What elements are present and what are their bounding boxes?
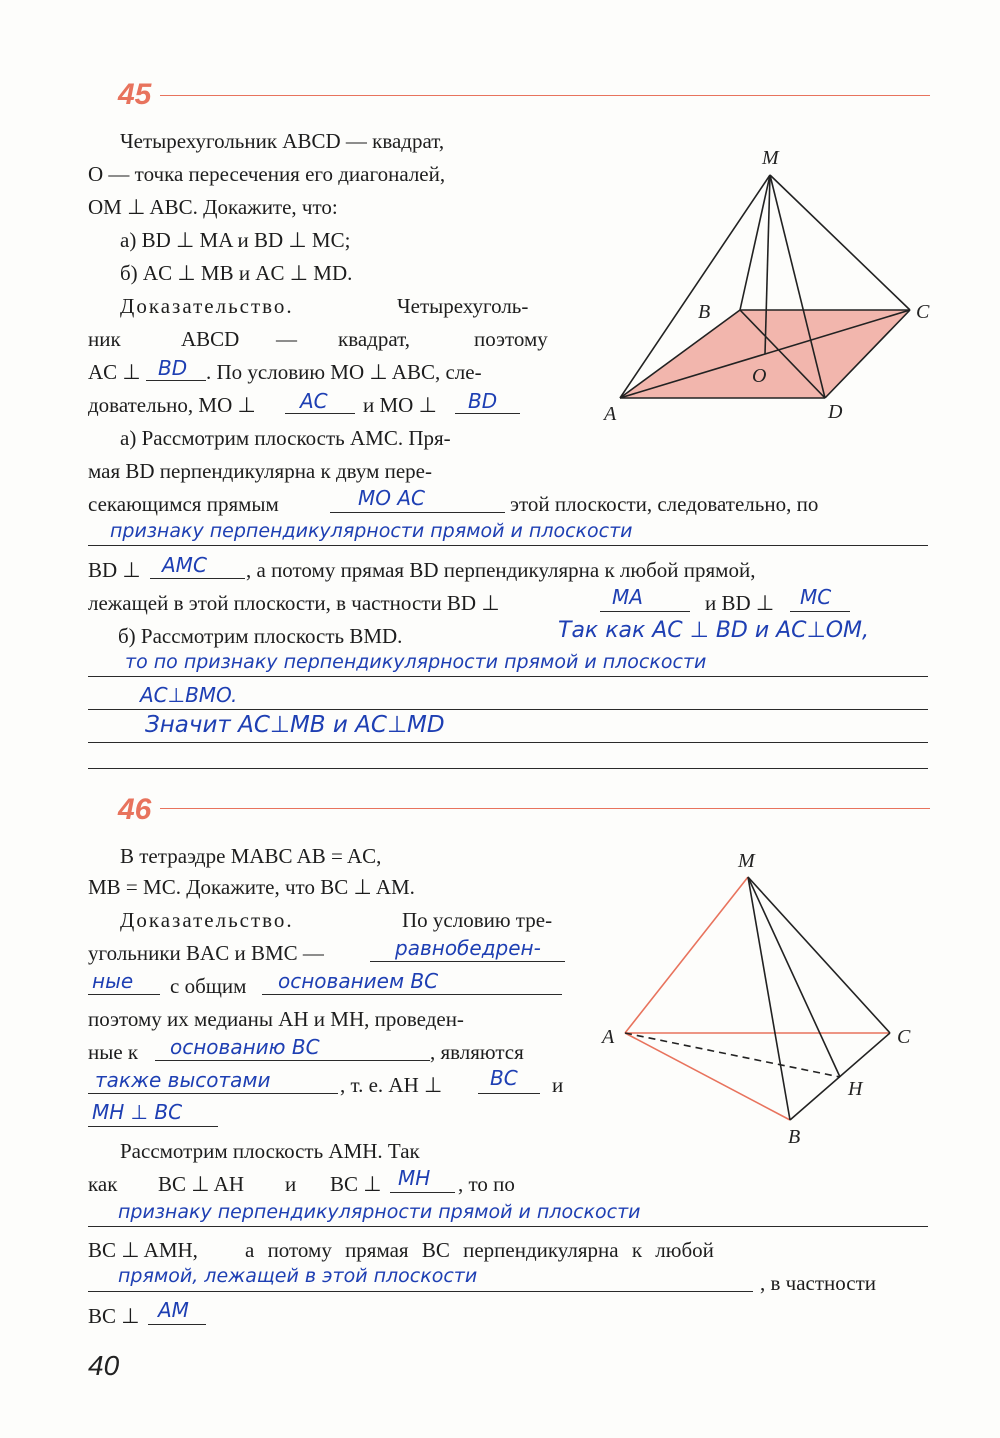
label-h: H [848, 1078, 863, 1100]
p46-statement-2: MB = MC. Докажите, что BC ⊥ AM. [88, 875, 415, 899]
answer-blank[interactable] [88, 676, 928, 677]
p46-text: Рассмотрим плоскость AMH. Так [120, 1139, 420, 1163]
answer-blank[interactable] [150, 578, 245, 579]
handwritten-answer: признаку перпендикулярности прямой и плоскости [110, 520, 633, 542]
p45-text: , а потому прямая BD перпендикулярна к любой прямой, [246, 558, 756, 582]
answer-blank[interactable] [146, 380, 206, 381]
answer-blank[interactable] [600, 611, 690, 612]
p46-text: и [285, 1172, 297, 1196]
label-a: A [604, 403, 617, 425]
answer-blank[interactable] [88, 1126, 218, 1127]
label-b: B [788, 1126, 801, 1145]
p45-text: квадрат, [338, 327, 410, 351]
answer-blank[interactable] [88, 994, 160, 995]
p45-text: мая BD перпендикулярна к двум пере- [88, 459, 432, 483]
answer-blank[interactable] [88, 742, 928, 743]
handwritten-answer: Значит AC⊥MB и AC⊥MD [145, 712, 445, 738]
answer-blank[interactable] [88, 1093, 338, 1094]
handwritten-answer: AC [300, 389, 328, 413]
handwritten-answer: BD [158, 356, 188, 380]
label-m: M [762, 147, 779, 169]
handwritten-answer: MH [398, 1166, 431, 1190]
edge-mc [748, 877, 890, 1033]
answer-blank[interactable] [390, 1192, 455, 1193]
p45-statement-1: Четырехугольник ABCD — квадрат, [120, 129, 445, 153]
p45-statement-4: а) BD ⊥ MA и BD ⊥ MC; [120, 228, 351, 252]
edge-ma [625, 877, 748, 1033]
handwritten-answer: также высотами [95, 1068, 271, 1092]
answer-blank[interactable] [262, 994, 562, 995]
p46-text: BC ⊥ [88, 1304, 140, 1328]
p46-text: BC ⊥ AMH, [88, 1238, 198, 1262]
handwritten-answer: MH ⊥ BC [92, 1100, 183, 1124]
problem-number-46: 46 [118, 793, 152, 826]
handwritten-answer: основанием BC [278, 969, 439, 993]
p45-text: секающимся прямым [88, 492, 279, 516]
answer-blank[interactable] [330, 512, 505, 513]
label-c: C [897, 1026, 911, 1048]
answer-blank[interactable] [88, 768, 928, 769]
p46-text: По условию тре- [402, 908, 553, 932]
handwritten-answer: основанию BC [170, 1035, 320, 1059]
handwritten-answer: ные [92, 969, 134, 993]
handwritten-answer: признаку перпендикулярности прямой и плоскости [118, 1201, 641, 1223]
p45-text: поэтому [474, 327, 548, 351]
handwritten-answer: AMC [162, 553, 207, 577]
pyramid-figure-45 [600, 140, 940, 440]
p46-text: поэтому их медианы AH и MH, проведен- [88, 1007, 464, 1031]
handwritten-answer: то по признаку перпендикулярности прямой и плоскости [125, 651, 707, 673]
handwritten-answer: AC⊥BMO. [140, 683, 238, 707]
answer-blank[interactable] [155, 1060, 430, 1061]
p46-text: угольники BAC и BMC — [88, 941, 324, 965]
label-o: O [752, 365, 767, 387]
handwritten-answer: MO AC [358, 486, 426, 510]
p46-text: ные к [88, 1040, 139, 1064]
answer-blank[interactable] [88, 709, 928, 710]
p46-text: как [88, 1172, 118, 1196]
p45-statement-5: б) AC ⊥ MB и AC ⊥ MD. [120, 261, 353, 285]
p46-proof-heading: Доказательство. [120, 908, 294, 932]
p45-text: . По условию MO ⊥ ABC, сле- [206, 360, 482, 384]
answer-blank[interactable] [88, 545, 928, 546]
answer-blank[interactable] [790, 611, 850, 612]
p45-text: — [276, 327, 297, 351]
page-number: 40 [88, 1350, 120, 1381]
handwritten-answer: BD [468, 389, 498, 413]
label-c: C [916, 301, 930, 323]
p45-text: Четырехуголь- [397, 294, 529, 318]
label-m: M [738, 850, 755, 872]
p45-text: и BD ⊥ [705, 591, 775, 615]
label-b: B [698, 301, 711, 323]
p46-text: и [552, 1073, 564, 1097]
problem-46-rule [160, 808, 930, 809]
handwritten-answer: MA [612, 585, 643, 609]
p45-text: BD ⊥ [88, 558, 141, 582]
p45-text: довательно, MO ⊥ [88, 393, 256, 417]
answer-blank[interactable] [88, 1226, 928, 1227]
p46-text: , являются [430, 1040, 524, 1064]
p46-text: а потому прямая BC перпендикулярна к любой [245, 1238, 714, 1262]
problem-45-rule [160, 95, 930, 96]
p45-statement-2: O — точка пересечения его диагоналей, [88, 162, 446, 186]
p46-text: , то по [458, 1172, 515, 1196]
handwritten-answer: BC [490, 1066, 518, 1090]
p46-text: BC ⊥ [330, 1172, 382, 1196]
handwritten-answer: прямой, лежащей в этой плоскости [118, 1265, 478, 1287]
p46-text: с общим [170, 974, 247, 998]
p45-text: этой плоскости, следовательно, по [510, 492, 819, 516]
edge-mb [748, 877, 790, 1120]
median-mh [748, 877, 840, 1077]
answer-blank[interactable] [455, 413, 520, 414]
p45-statement-3: OM ⊥ ABC. Докажите, что: [88, 195, 338, 219]
p45-proof-heading: Доказательство. [120, 294, 294, 318]
p45-text: ABCD [181, 327, 240, 351]
edge-mb [740, 175, 770, 310]
edge-mc [770, 175, 910, 310]
edge-ab [625, 1033, 790, 1120]
handwritten-answer: AM [158, 1298, 189, 1322]
p46-text: BC ⊥ AH [158, 1172, 244, 1196]
p46-text: , в частности [760, 1271, 877, 1295]
answer-blank[interactable] [285, 413, 355, 414]
handwritten-answer: равнобедрен- [395, 936, 541, 960]
answer-blank[interactable] [148, 1324, 206, 1325]
p45-text: AC ⊥ [88, 360, 141, 384]
p45-text: лежащей в этой плоскости, в частности BD ⊥ [88, 591, 500, 615]
tetrahedron-figure-46 [600, 845, 920, 1145]
p45-text: б) Рассмотрим плоскость BMD. [118, 624, 403, 648]
p46-text: , т. е. AH ⊥ [340, 1073, 443, 1097]
p45-text: а) Рассмотрим плоскость AMC. Пря- [120, 426, 451, 450]
answer-blank[interactable] [88, 1291, 753, 1292]
answer-blank[interactable] [478, 1093, 540, 1094]
p46-statement-1: В тетраэдре MABC AB = AC, [120, 844, 382, 868]
p45-text: ник [88, 327, 121, 351]
label-d: D [828, 401, 843, 423]
handwritten-answer: MC [800, 585, 832, 609]
p45-text: и MO ⊥ [363, 393, 437, 417]
problem-number-45: 45 [118, 78, 152, 111]
median-ah [625, 1033, 840, 1077]
answer-blank[interactable] [370, 961, 565, 962]
handwritten-answer: Так как AC ⊥ BD и AC⊥OM, [558, 618, 869, 643]
label-a: A [602, 1026, 615, 1048]
